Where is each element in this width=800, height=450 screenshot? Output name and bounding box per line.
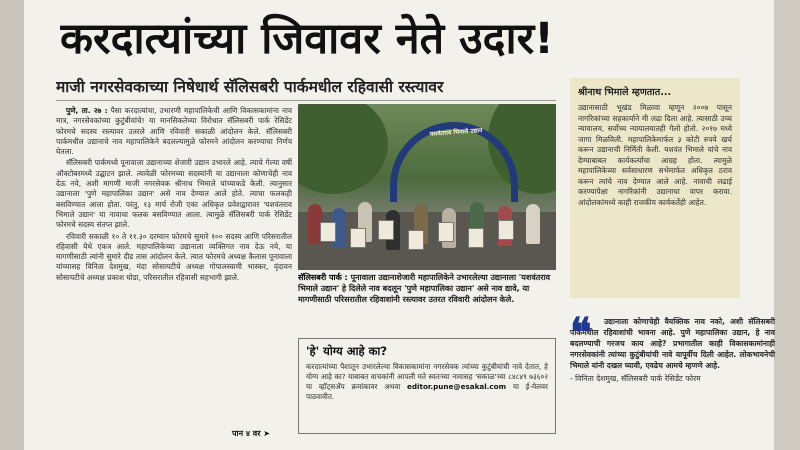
protest-placard: [408, 230, 424, 250]
sidebar-body: उद्यानासाठी भूखंड मिळावा म्हणून २००७ पासून नागरिकांच्या सहकार्याने मी लढा दिला आहे. त्यासाठी उच्च न्यायालय, सर्वोच्च न्यायालयातही गेलो होतो. २०१७ मध्ये जागा मिळविली. महापालिकेमार्फत ३ कोटी रुपये खर्च करून उद्यानाची निर्मिती केली. यशवंत भिमाले यांचे नाव देण्याबाबत कार्यकर्त्यांचा आग्रह होता. त्यामुळे महापालिकेच्या सर्वसाधारण सभेमार्फत अधिकृत ठराव करून त्यांचे नाव देण्यात आले आहे. नावाची लढाई करण्यापेक्षा नागरिकांनी उद्यानाचा वापर करावा. आंदोलकांमध्ये काही राजकीय कार्यकर्तेही आहेत.: [578, 103, 732, 207]
sidebar-statement: [570, 78, 740, 298]
quote-attribution: - विनिता देशमुख, सॅलिसबरी पार्क रेसिडेंट फोरम: [570, 374, 701, 383]
quote-body: उद्यानाला कोणाचेही वैयक्तिक नाव नको, अशी सॅलिसबरी पार्कमधील रहिवाशांची भावना आहे. पुणे महापालिका उद्यान, हे नाव बदलण्याची गरजच काय आहे? प्रभागातील काही विकासकामांनाही नगरसेवकांनी त्यांच्या कुटुंबीयांची नावे यापूर्वीच दिली आहेत. लोकभावनेची भिमाले यांनी दखल घ्यावी, एवढेच आमचे म्हणणे आहे. - विनिता देशमुख, सॅलिसबरी पार्क रेसिडेंट फोरम: [570, 317, 775, 383]
tree-foliage: [298, 104, 388, 194]
gate-signboard: यशवंतराव भिमाले उद्यान: [429, 127, 483, 138]
main-story: [56, 106, 292, 436]
protest-placard: [498, 220, 514, 240]
protest-placard: [350, 228, 366, 248]
quote-mark-icon: ❝: [570, 309, 592, 356]
reader-feedback-box: [298, 338, 556, 434]
feedback-email: editor.pune@esakal.com: [407, 382, 507, 391]
story-paragraph: रविवारी सकाळी १० ते ११.३० दरम्यान फोरमचे सुमारे १०० सदस्य आणि परिसरातील रहिवासी येथे एकत्र आले. महापालिकेच्या उद्यानाला व्यक्तिगत नाव देऊ नये, या मागणीसाठी त्यांनी सुमारे दीड तास आंदोलन केले. त्यात फोरमचे अध्यक्ष कैलास पूनावाला यांच्यासह विनिता देशमुख, मंदा सोसायटीचे अध्यक्ष गोपालस्वामी भास्कर, वृंदावन सोसायटीचे अध्यक्ष प्रकाश घोडा, परिसरातील रहिवासी सहभागी झाले.: [56, 231, 292, 282]
sidebar-title: श्रीनाथ भिमाले म्हणतात...: [578, 87, 672, 98]
protest-placard: [438, 222, 454, 242]
feedback-body: करदात्यांच्या पैशातून उभारलेल्या विकासकामांना नगरसेवक त्यांच्या कुटुंबीयांची नावे देतात, हे योग्य आहे का? याबाबत वाचकांनी आपली मते स्वतःच्या नावासह 'सकाळ'च्या ८४८४९ ७३६०२ या व्हॉट्सॲप क्रमांकावर अथवा editor.pune@esakal.com या ई-मेलवर पाठवावीत.: [306, 362, 548, 401]
feedback-title: 'हे' योग्य आहे का?: [306, 344, 388, 358]
divider-rule: [56, 100, 556, 101]
protest-placard: [320, 222, 336, 242]
caption-lead: सॅलिसबरी पार्क :: [298, 273, 348, 282]
story-paragraph: पुणे, ता. २७ : पैसा करदात्यांचा, उभारणी महापालिकेची आणि विकासकामांना नाव मात्र, नगरसेवकांच्या कुटुंबीयांचे! या मानसिकतेच्या विरोधात सॅलिसबरी पार्क रेसिडेंट फोरमचे सदस्य रस्त्यावर उतरले आणि रविवारी सकाळी आंदोलन केले. सॅलिसबरी पार्कमधील उद्यानाचे नाव महापालिकेने बदलल्यामुळे फोरमने आंदोलन करण्याचा निर्णय घेतला.: [56, 106, 292, 157]
protest-placard: [468, 228, 484, 248]
page-edge-right: [774, 0, 800, 450]
protester: [526, 204, 540, 244]
protest-placard: [378, 220, 394, 240]
photo-caption: [298, 272, 556, 330]
protest-photo: [298, 104, 556, 270]
headline: करदात्यांच्या जिवावर नेते उदार!: [60, 14, 554, 64]
story-paragraph: सॅलिसबरी पार्कमध्ये पूनावाला उद्यानाच्या शेजारी उद्यान उभारले आहे. त्याचे गेल्या वर्षी ऑक्टोबरमध्ये उद्घाटन झाले. त्यावेळी फोरमच्या सदस्यांनी या उद्यानाला कोणाचेही नाव देऊ नये, अशी मागणी माजी नगरसेवक श्रीनाथ भिमाले यांच्याकडे केली. त्यानुसार उद्यानाला 'पुणे महापालिका उद्यान' असे नाव देण्यात आले होते. त्याचा फलकही बसविण्यात आला होता. परंतु, १३ मार्च रोजी एका अधिकृत प्रवेशद्वारावर 'यशवंतराव भिमाले उद्यान' या नावाचा फलक बसविण्यात आला. त्यामुळे सॅलिसबरी पार्क रेसिडेंट फोरमचे सदस्य संतप्त झाले.: [56, 158, 292, 230]
pull-quote: [570, 309, 775, 441]
subheadline: माजी नगरसेवकाच्या निषेधार्थ सॅलिसबरी पार्कमधील रहिवासी रस्त्यावर: [56, 78, 444, 96]
dateline: पुणे, ता. २७ :: [66, 106, 108, 115]
caption-text: पूनावाला उद्यानाशेजारी महापालिकेने उभारलेल्या उद्यानाला 'यशवंतराव भिमाले उद्यान' हे दिलेले नाव बदलून 'पुणे महापालिका उद्यान' असे नाव द्यावे, या मागणीसाठी परिसरातील रहिवाशांनी रस्त्यावर उतरत रविवारी आंदोलन केले.: [298, 273, 551, 305]
page-edge-left: [0, 0, 24, 450]
continued-on-page: पान ४ वर ➤: [232, 429, 270, 438]
